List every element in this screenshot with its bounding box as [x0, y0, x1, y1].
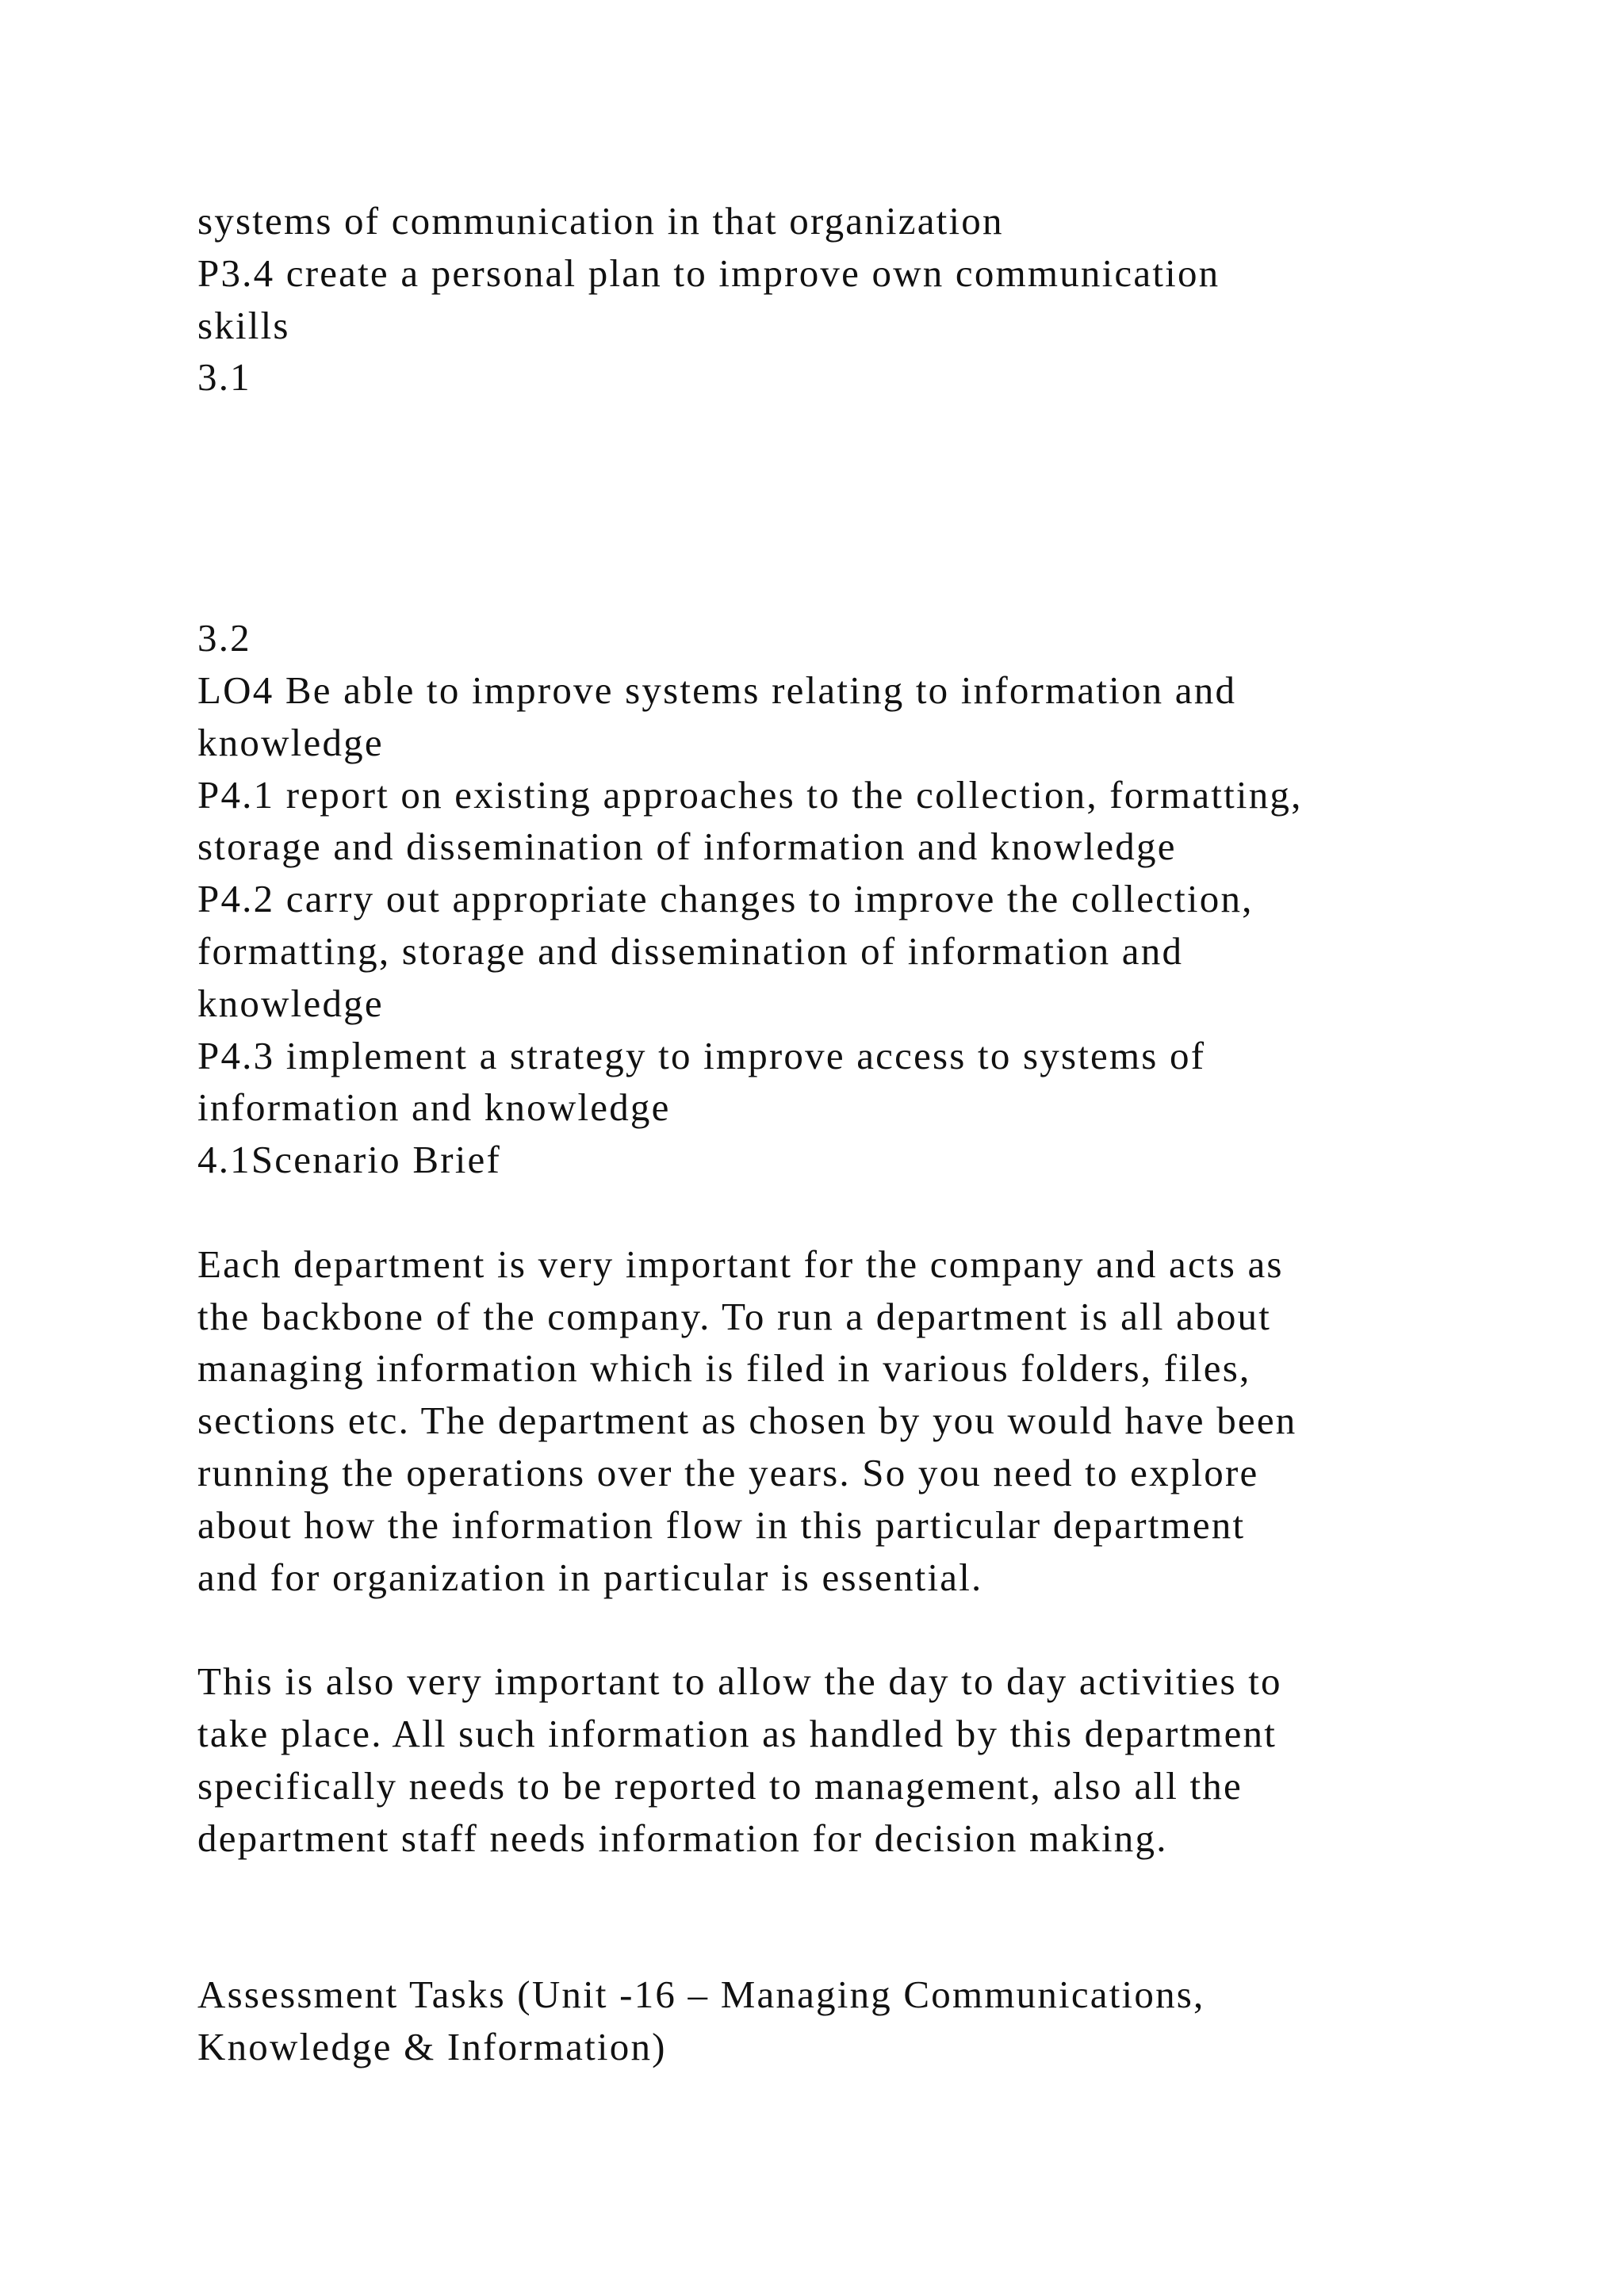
text-line: running the operations over the years. So you need to explore — [197, 1450, 1259, 1494]
text-line: take place. All such information as handled by this department — [197, 1711, 1277, 1755]
blank-space — [197, 1603, 1545, 1655]
text-line: managing information which is filed in various folders, files, — [197, 1346, 1251, 1391]
text-line: P4.2 carry out appropriate changes to improve the collection, — [197, 877, 1254, 921]
text-line: Assessment Tasks (Unit -16 – Managing Communications, — [197, 1972, 1205, 2016]
text-line: P4.3 implement a strategy to improve access to systems of — [197, 1033, 1206, 1077]
text-line: sections etc. The department as chosen by you would have been — [197, 1399, 1297, 1443]
text-line: skills — [197, 303, 290, 347]
text-line: P4.1 report on existing approaches to the collection, formatting, — [197, 772, 1303, 817]
text-line: department staff needs information for decision making. — [197, 1816, 1168, 1860]
text-line: Knowledge & Information) — [197, 2024, 667, 2068]
text-line: 3.2 — [197, 616, 251, 660]
text-line: systems of communication in that organization — [197, 199, 1004, 243]
blank-space — [197, 1186, 1545, 1238]
document-body — [197, 195, 1545, 2073]
text-line: information and knowledge — [197, 1085, 671, 1130]
text-line: formatting, storage and dissemination of information and — [197, 928, 1184, 973]
scenario-paragraph-1 — [197, 1238, 1545, 1604]
text-line: knowledge — [197, 720, 384, 764]
intro-lines — [197, 195, 1545, 404]
text-line: 3.1 — [197, 355, 251, 400]
text-line: specifically needs to be reported to management, also all the — [197, 1763, 1243, 1808]
text-line: Each department is very important for the company and acts as — [197, 1242, 1284, 1286]
blank-space — [197, 404, 1545, 612]
text-line: This is also very important to allow the day to day activities to — [197, 1659, 1282, 1704]
text-line: and for organization in particular is essential. — [197, 1555, 983, 1599]
text-line: LO4 Be able to improve systems relating to information and — [197, 668, 1237, 712]
scenario-paragraph-2 — [197, 1655, 1545, 1864]
text-line: the backbone of the company. To run a department is all about — [197, 1294, 1272, 1338]
text-line: knowledge — [197, 981, 384, 1025]
lo4-section — [197, 612, 1545, 1186]
text-line: about how the information flow in this particular department — [197, 1502, 1246, 1547]
text-line: P3.4 create a personal plan to improve own communication — [197, 251, 1220, 295]
assessment-tasks-heading — [197, 1969, 1545, 2073]
text-line: storage and dissemination of information and knowledge — [197, 825, 1177, 869]
scenario-brief-heading: 4.1Scenario Brief — [197, 1138, 502, 1182]
blank-space — [197, 1864, 1545, 1969]
